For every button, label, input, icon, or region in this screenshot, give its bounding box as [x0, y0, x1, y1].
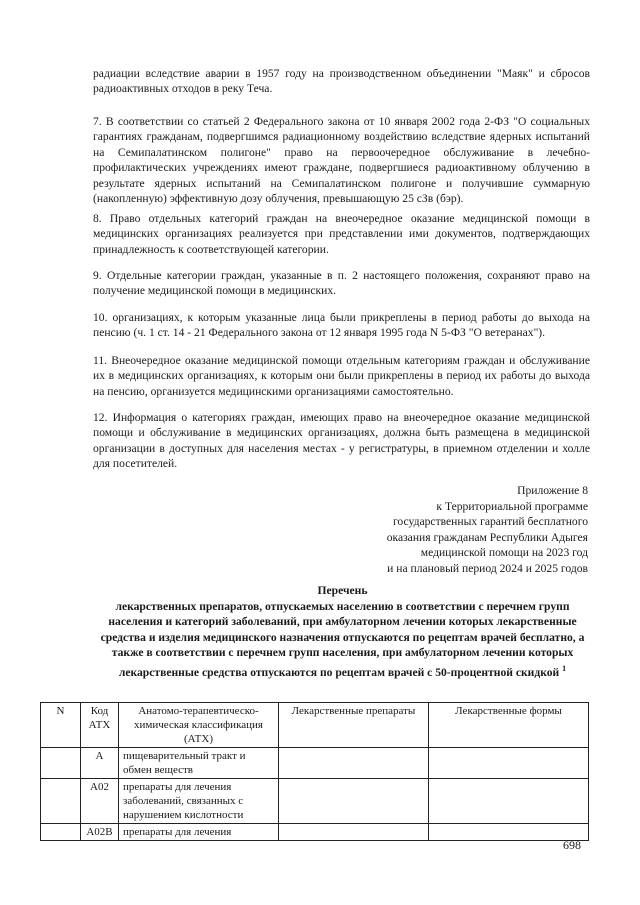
cell-forms	[429, 748, 589, 779]
table-row	[41, 779, 589, 824]
paragraph-intro: радиации вследствие аварии в 1957 году на производственном объединении "Маяк" и сбросов радиоактивных отходов в реку Теча.	[93, 67, 590, 96]
footnote-mark: 1	[562, 663, 567, 673]
cell-drugs	[279, 748, 429, 779]
cell-code: A	[81, 748, 119, 779]
header-class: Анатомо-терапевтическо-химическая классификация (АТХ)	[119, 703, 279, 748]
paragraph-12: 12. Информация о категориях граждан, имеющих право на внеочередное оказание медицинской помощи и обслуживание в медицинских организациях, должна быть размещена в медицинской организации в доступных для населения местах - у регистратуры, в приемном отделении и холле для посетителей.	[93, 411, 590, 471]
paragraph-10: 10. организациях, к которым указанные лица были прикреплены в период работы до выхода на пенсию (ч. 1 ст. 14 - 21 Федерального закона от 12 января 1995 года N 5-ФЗ "О ветеранах").	[93, 311, 590, 340]
table-row	[41, 748, 589, 779]
cell-code: A02	[81, 779, 119, 824]
appendix-line: к Территориальной программе	[436, 499, 588, 513]
appendix-line: и на плановый период 2024 и 2025 годов	[387, 561, 588, 575]
header-forms: Лекарственные формы	[429, 703, 589, 748]
header-drugs: Лекарственные препараты	[279, 703, 429, 748]
cell-num	[41, 748, 81, 779]
table-header-row	[41, 703, 589, 748]
paragraph-8: 8. Право отдельных категорий граждан на внеочередное оказание медицинской помощи в медицинских организациях реализуется при представлении ими документов, подтверждающих принадлежность к соответствующей категории.	[93, 212, 590, 256]
appendix-line: оказания гражданам Республики Адыгея	[386, 530, 588, 544]
paragraph-9: 9. Отдельные категории граждан, указанные в п. 2 настоящего положения, сохраняют право на получение медицинской помощи в медицинских.	[93, 269, 590, 298]
cell-num	[41, 824, 81, 841]
table-row	[41, 824, 589, 841]
cell-class: препараты для лечения заболеваний, связанных с нарушением кислотности	[119, 779, 279, 824]
cell-drugs	[279, 779, 429, 824]
header-num: N	[41, 703, 81, 748]
paragraph-7: 7. В соответствии со статьей 2 Федерального закона от 10 января 2002 года 2-ФЗ "О социальных гарантиях гражданам, подвергшимся радиационному воздействию вследствие ядерных испытаний на Семипалатинском полигоне" право на первоочередное обслуживание в лечебно-профилактических учреждениях имеют граждане, подвергшиеся радиоактивному облучению в результате ядерных испытаний на Семипалатинском полигоне и получившие суммарную (накопленную) эффективную дозу облучения, превышающую 25 сЗв (бэр).	[93, 115, 590, 206]
list-subtitle-text: лекарственных препаратов, отпускаемых населению в соответствии с перечнем групп населения и категорий заболеваний, при амбулаторном лечении которых лекарственные средства и изделия медицинского назначения отпускаются по рецептам врачей бесплатно, а также в соответствии с перечнем групп населения, при амбулаторном лечении которых лекарственные средства отпускаются по рецептам врачей с 50-процентной скидкой	[100, 600, 585, 679]
page-number: 698	[563, 838, 581, 852]
cell-forms	[429, 779, 589, 824]
cell-class: препараты для лечения	[119, 824, 279, 841]
list-heading: Перечень	[317, 584, 368, 597]
cell-drugs	[279, 824, 429, 841]
header-code: Код АТХ	[81, 703, 119, 748]
list-subtitle	[90, 599, 595, 680]
drug-table	[40, 702, 589, 841]
appendix-header	[328, 483, 588, 577]
cell-code: A02B	[81, 824, 119, 841]
cell-num	[41, 779, 81, 824]
cell-class: пищеварительный тракт и обмен веществ	[119, 748, 279, 779]
appendix-line: Приложение 8	[517, 484, 588, 497]
paragraph-11: 11. Внеочередное оказание медицинской помощи отдельным категориям граждан и обслуживание их в медицинских организациях, к которым они были прикреплены в период их работы до выхода на пенсию, организуется медицинскими организациями самостоятельно.	[93, 354, 590, 398]
appendix-line: государственных гарантий бесплатного	[392, 515, 588, 529]
appendix-line: медицинской помощи на 2023 год	[420, 546, 588, 560]
